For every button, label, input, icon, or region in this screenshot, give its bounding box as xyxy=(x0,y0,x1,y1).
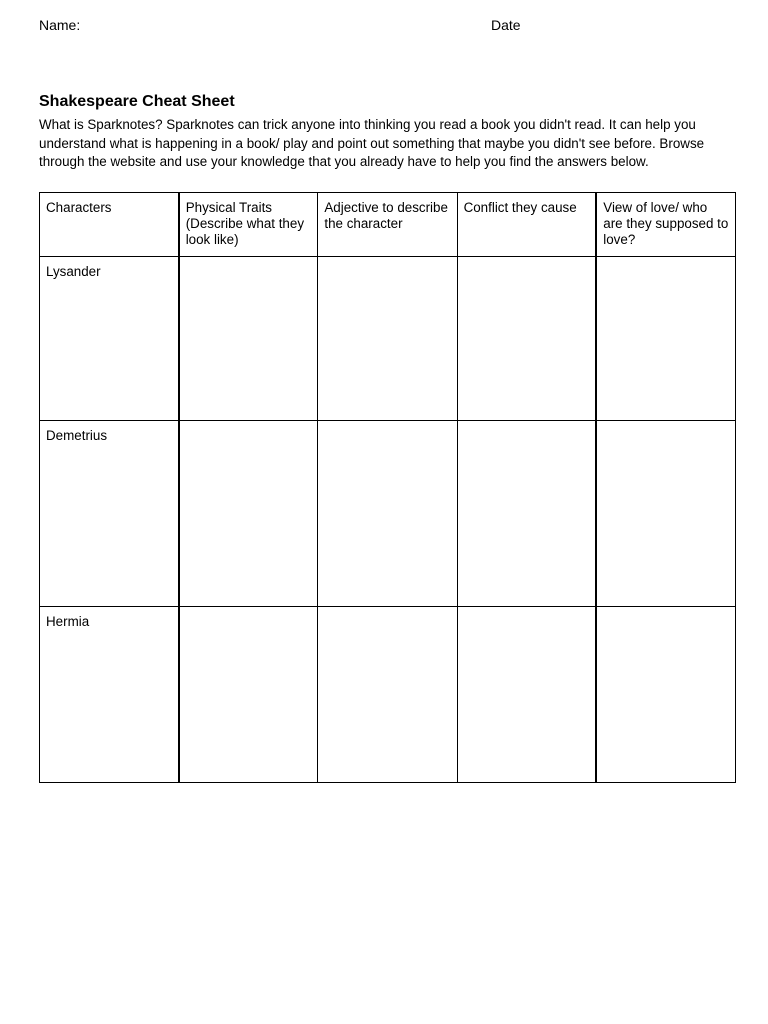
adjective-cell[interactable] xyxy=(318,257,457,421)
conflict-cell[interactable] xyxy=(457,257,596,421)
column-header-characters: Characters xyxy=(40,193,179,257)
column-header-physical-traits: Physical Traits (Describe what they look like) xyxy=(179,193,318,257)
table-header-row xyxy=(40,193,736,257)
conflict-cell[interactable] xyxy=(457,607,596,783)
column-header-view-of-love: View of love/ who are they supposed to love? xyxy=(596,193,735,257)
conflict-cell[interactable] xyxy=(457,421,596,607)
table-row xyxy=(40,257,736,421)
column-header-conflict: Conflict they cause xyxy=(457,193,596,257)
view-of-love-cell[interactable] xyxy=(596,421,735,607)
table-row xyxy=(40,421,736,607)
character-name-cell: Hermia xyxy=(40,607,179,783)
character-name-cell: Demetrius xyxy=(40,421,179,607)
date-label: Date xyxy=(491,17,521,33)
physical-traits-cell[interactable] xyxy=(179,421,318,607)
table-row xyxy=(40,607,736,783)
view-of-love-cell[interactable] xyxy=(596,607,735,783)
adjective-cell[interactable] xyxy=(318,421,457,607)
physical-traits-cell[interactable] xyxy=(179,607,318,783)
column-header-adjective: Adjective to describe the character xyxy=(318,193,457,257)
view-of-love-cell[interactable] xyxy=(596,257,735,421)
name-label: Name: xyxy=(39,17,81,33)
physical-traits-cell[interactable] xyxy=(179,257,318,421)
adjective-cell[interactable] xyxy=(318,607,457,783)
cheat-sheet-table xyxy=(39,192,736,783)
page-title: Shakespeare Cheat Sheet xyxy=(39,93,235,110)
character-name-cell: Lysander xyxy=(40,257,179,421)
intro-paragraph: What is Sparknotes? Sparknotes can trick anyone into thinking you read a book you didn't read. It can help you understand what is happening in a book/ play and point out something that maybe you didn't see before. Browse through the website and use your knowledge that you already have to help you find the answers below. xyxy=(39,117,705,169)
